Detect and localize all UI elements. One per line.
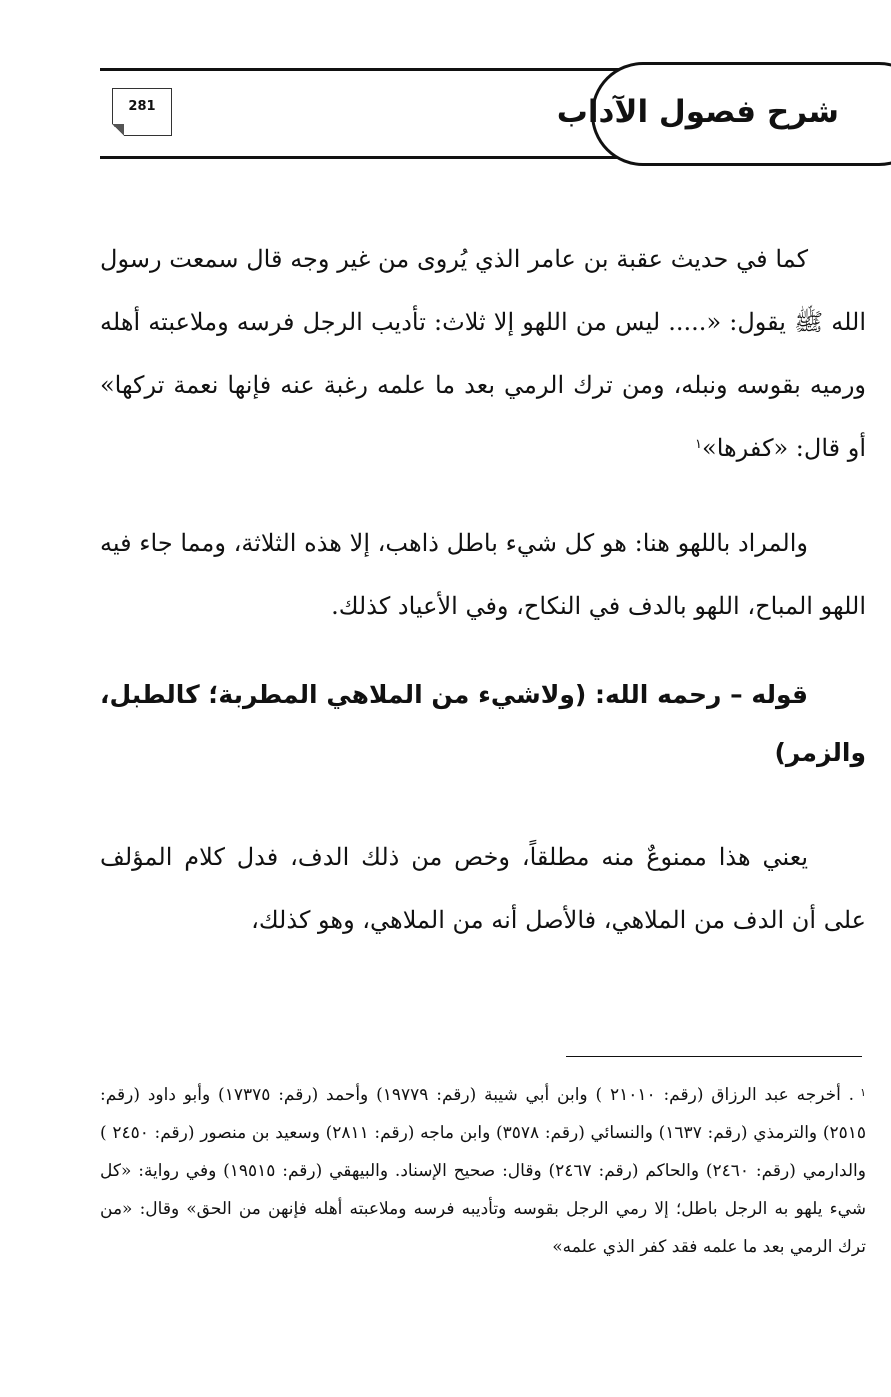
footnote-text: . أخرجه عبد الرزاق (رقم: ٢١٠١٠ ) وابن أبي شيبة (رقم: ١٩٧٧٩) وأحمد (رقم: ١٧٣٧٥) وأبو داود (رقم: ٢٥١٥) والترمذي (رقم: ١٦٣٧) والنسائي (رقم: ٣٥٧٨) وابن ماجه (رقم: ٢٨١١) وسعيد بن منصور (رقم: ٢٤٥٠ ) والدارمي (رقم: ٢٤٦٠) والحاكم (رقم: ٢٤٦٧) وقال: صحيح الإسناد. والبيهقي (رقم: ١٩٥١٥) وفي رواية: «كل شيء يلهو به الرجل باطل؛ إلا رمي الرجل بقوسه وتأديبه فرسه وملاعبته أهله فإنهن من الحق» وقال: «من ترك الرمي بعد ما علمه فقد كفر الذي علمه»	[100, 1085, 866, 1257]
footnote-marker: ١	[860, 1086, 867, 1099]
page-number-box	[112, 88, 172, 136]
paragraph-hadith-text: كما في حديث عقبة بن عامر الذي يُروى من غير وجه قال سمعت رسول الله ﷺ يقول: «..... ليس من اللهو إلا ثلاث: تأديب الرجل فرسه وملاعبته أهله ورميه بقوسه ونبله، ومن ترك الرمي بعد ما علمه رغبة عنه فإنها نعمة تركها» أو قال: «كفرها»	[100, 245, 866, 462]
paragraph-hadith	[100, 228, 866, 480]
page-number: 281	[128, 99, 156, 114]
paragraph-commentary	[100, 826, 866, 952]
section-heading	[100, 666, 866, 782]
page-header	[0, 0, 891, 170]
paragraph-commentary-text: يعني هذا ممنوعٌ منه مطلقاً، وخص من ذلك الدف، فدل كلام المؤلف على أن الدف من الملاهي، فالأصل أنه من الملاهي، وهو كذلك،	[100, 843, 866, 934]
paragraph-meaning-text: والمراد باللهو هنا: هو كل شيء باطل ذاهب، إلا هذه الثلاثة، ومما جاء فيه اللهو المباح، اللهو بالدف في النكاح، وفي الأعياد كذلك.	[100, 529, 866, 620]
section-heading-text: قوله – رحمه الله: (ولاشيء من الملاهي المطربة؛ كالطبل، والزمر)	[100, 680, 866, 767]
paragraph-meaning	[100, 512, 866, 638]
footnote-separator	[566, 1056, 862, 1057]
footnotes	[100, 1076, 866, 1266]
footnote-reference: ١	[695, 437, 703, 452]
book-title: شرح فصول الآداب	[556, 94, 839, 130]
footnote-1	[100, 1076, 866, 1266]
